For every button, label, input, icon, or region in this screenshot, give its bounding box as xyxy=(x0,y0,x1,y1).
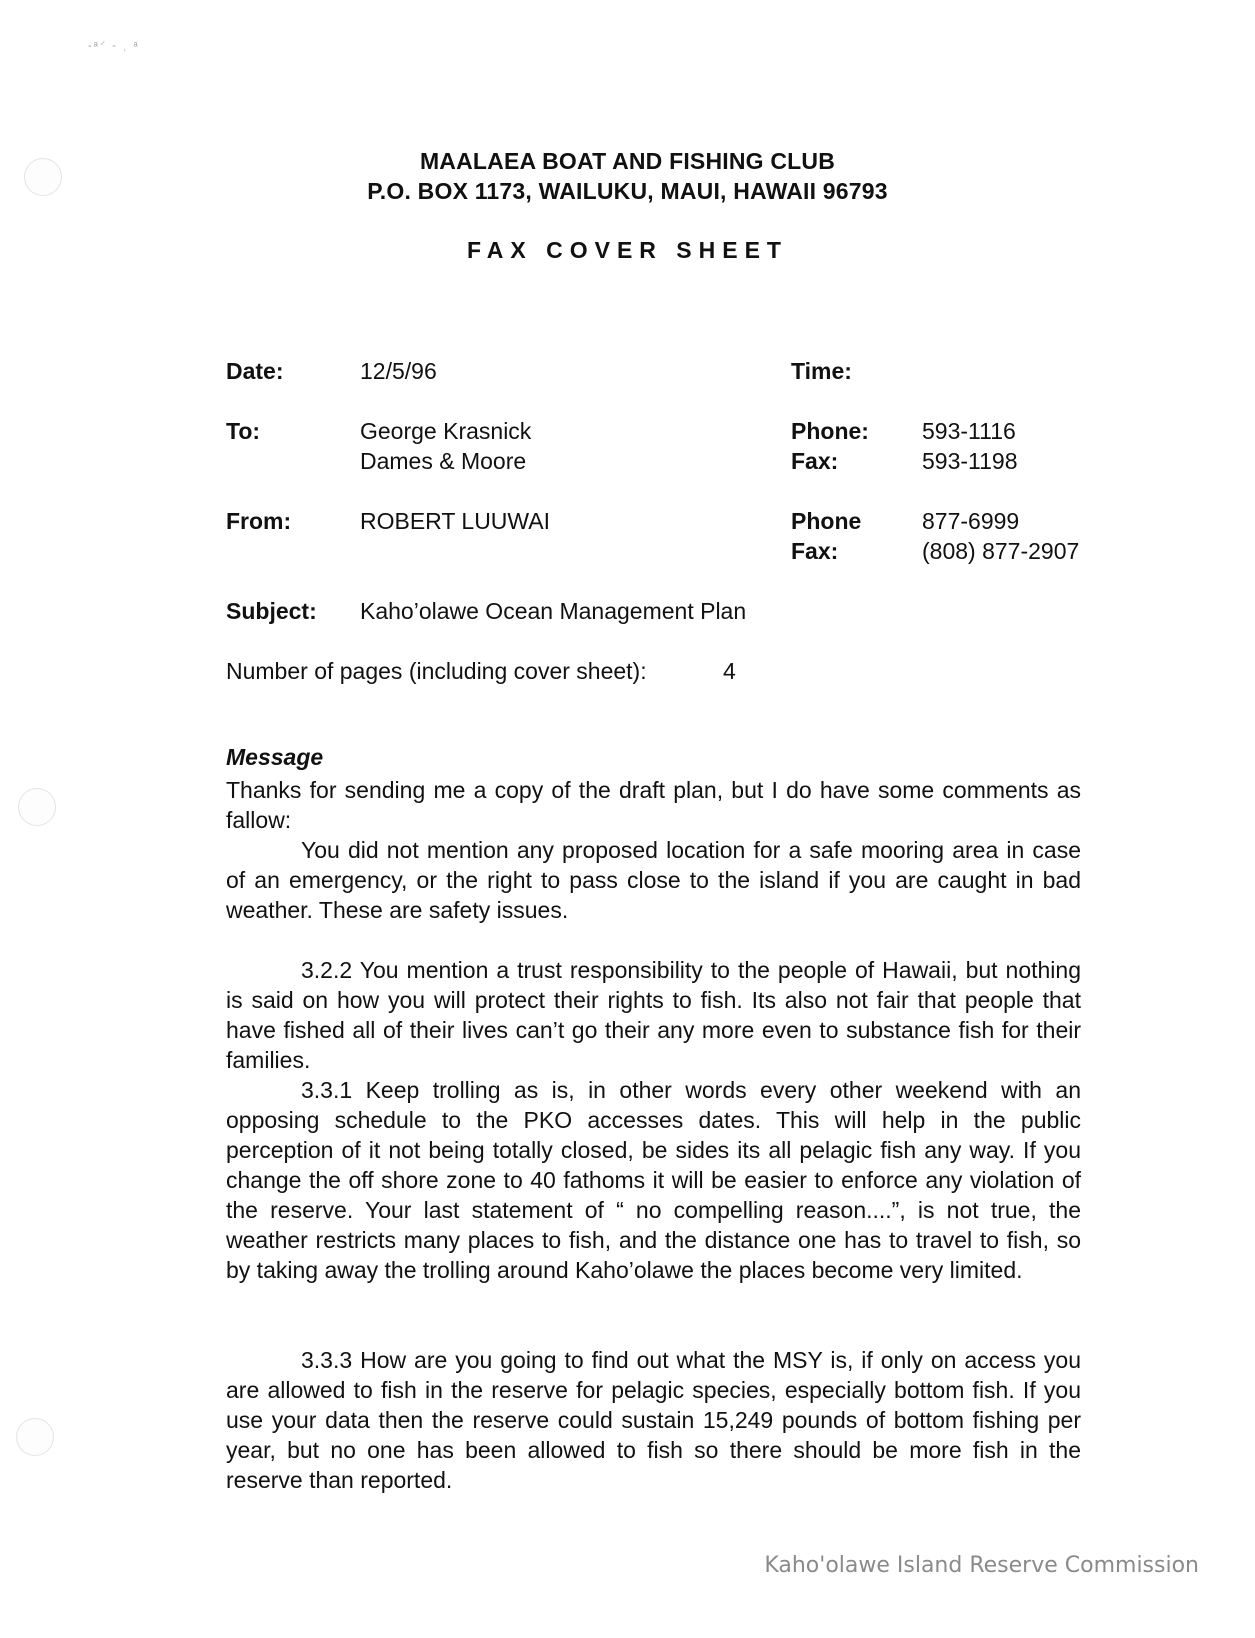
time-label: Time: xyxy=(791,358,852,384)
org-address: P.O. BOX 1173, WAILUKU, MAUI, HAWAII 96793 xyxy=(367,178,888,204)
message-heading: Message xyxy=(226,744,324,770)
from-phone: 877-6999 xyxy=(922,508,1020,534)
fax-cover-title: FAX COVER SHEET xyxy=(467,237,788,263)
date-value: 12/5/96 xyxy=(360,358,437,384)
subject-label: Subject: xyxy=(226,598,317,624)
to-fax: 593-1198 xyxy=(922,448,1018,474)
message-paragraph xyxy=(226,1075,1081,1285)
from-fax: (808) 877-2907 xyxy=(922,538,1080,564)
message-paragraph-text: 3.3.3 How are you going to find out what the MSY is, if only on access you are allowed to fish in the reserve for pelagic species, especially bottom fish. If you use your data then the reserve could sustain 15,249 pounds of bottom fishing per year, but no one has been allowed to fish so there should be more fish in the reserve than reported. xyxy=(226,1347,1081,1493)
to-company: Dames & Moore xyxy=(360,448,527,474)
subject-value: Kaho’olawe Ocean Management Plan xyxy=(360,598,747,624)
org-name: MAALAEA BOAT AND FISHING CLUB xyxy=(419,148,836,174)
message-paragraph xyxy=(226,955,1081,1075)
to-phone-label: Phone: xyxy=(791,418,869,444)
message-paragraph-text: 3.3.1 Keep trolling as is, in other words every other weekend with an opposing schedule to the PKO accesses dates. This will help in the public perception of it not being totally closed, be sides its all pelagic fish any way. If you change the off shore zone to 40 fathoms it will be easier to enforce any violation of the reserve. Your last statement of “ no compelling reason....”, is not true, the weather restricts many places to fish, and the distance one has to travel to fish, so by taking away the trolling around Kaho’olawe the places become very limited. xyxy=(226,1077,1081,1283)
message-paragraph-text: You did not mention any proposed location for a safe mooring area in case of an emergency, or the right to pass close to the island if you are caught in bad weather. These are safety issues. xyxy=(226,837,1081,923)
message-paragraph xyxy=(226,1345,1081,1495)
archive-watermark: Kaho'olawe Island Reserve Commission xyxy=(764,1553,1199,1578)
from-name: ROBERT LUUWAI xyxy=(360,508,550,534)
pages-value: 4 xyxy=(723,658,736,684)
punch-hole-bottom xyxy=(16,1418,54,1456)
message-paragraph xyxy=(226,835,1081,925)
punch-hole-middle xyxy=(18,788,56,826)
from-fax-label: Fax: xyxy=(791,538,839,564)
from-phone-label: Phone xyxy=(791,508,862,534)
to-fax-label: Fax: xyxy=(791,448,839,474)
pages-label: Number of pages (including cover sheet): xyxy=(226,658,647,684)
from-label: From: xyxy=(226,508,292,534)
to-label: To: xyxy=(226,418,261,444)
message-paragraph xyxy=(226,775,1081,835)
to-phone: 593-1116 xyxy=(922,418,1016,444)
date-label: Date: xyxy=(226,358,284,384)
scan-artifact-mark: -ᵃ⸍ - ⸒ ᵃ xyxy=(88,40,140,52)
message-paragraph-text: Thanks for sending me a copy of the draft plan, but I do have some comments as fallow: xyxy=(226,777,1081,833)
message-paragraph-text: 3.2.2 You mention a trust responsibility to the people of Hawaii, but nothing is said on how you will protect their rights to fish. Its also not fair that people that have fished all of their lives can’t go their any more even to substance fish for their families. xyxy=(226,957,1081,1073)
to-name: George Krasnick xyxy=(360,418,532,444)
